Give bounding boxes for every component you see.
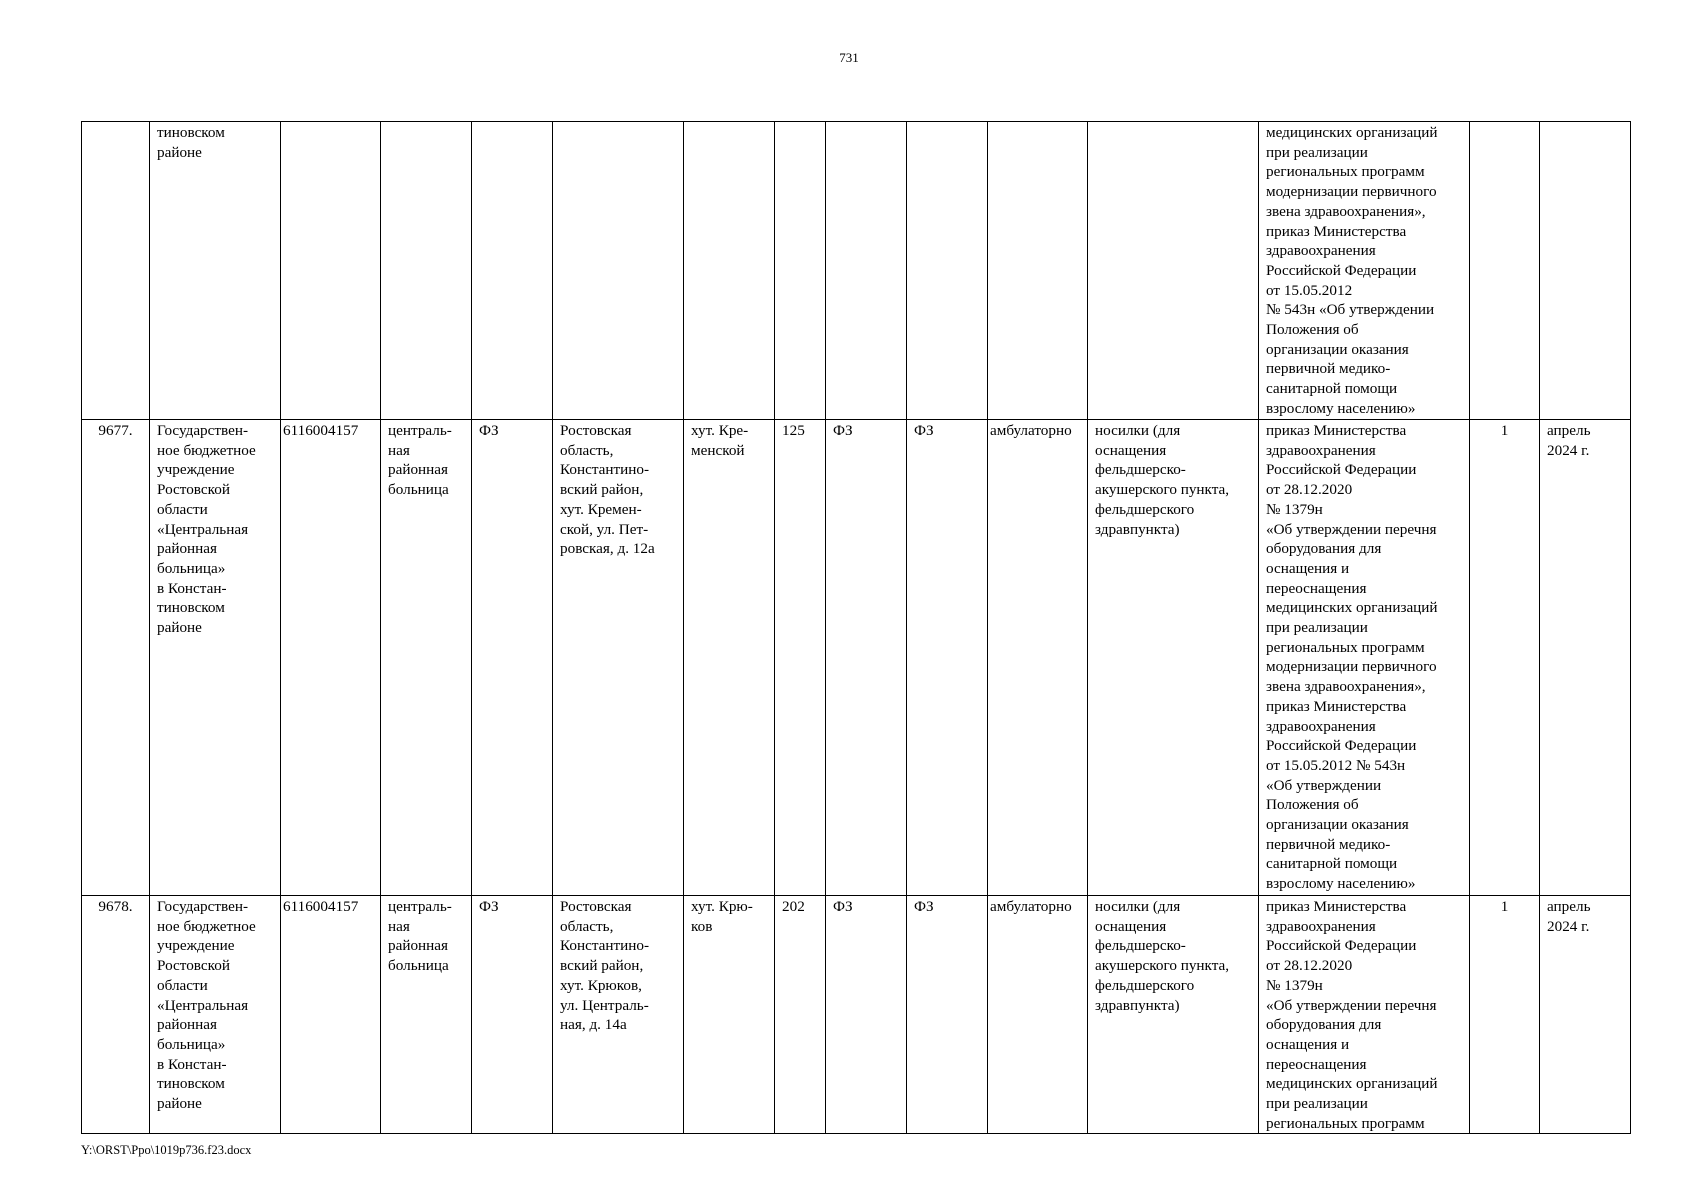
cell-fz-2 [826, 122, 907, 420]
cell-locality: хут. Крю- ков [684, 896, 775, 1134]
registry-table [81, 121, 1631, 1134]
cell-legal-basis: медицинских организаций при реализации региональных программ модернизации первичного звена здравоохранения», приказ Министерства здравоохранения Российской Федерации от 15.05.2012 № 543н «Об утверждении Положения об организации оказания первичной медико- санитарной помощи взрослому населению» [1259, 122, 1470, 420]
table-row [82, 896, 1631, 1134]
cell-legal-basis: приказ Министерства здравоохранения Российской Федерации от 28.12.2020 № 1379н «Об утверждении перечня оборудования для оснащения и переоснащения медицинских организаций при реализации региональных программ модернизации первичного звена здравоохранения», приказ Министерства здравоохранения Российской Федерации от 15.05.2012 № 543н «Об утверждении Положения об организации оказания первичной медико- санитарной помощи взрослому населению» [1259, 420, 1470, 896]
cell-number: 9677. [82, 420, 150, 896]
cell-fz-1 [472, 122, 553, 420]
registry-table-wrap [81, 121, 1631, 1134]
cell-care-form: амбулаторно [988, 420, 1088, 896]
cell-population: 125 [775, 420, 826, 896]
cell-fz-2: ФЗ [826, 420, 907, 896]
page-number: 731 [839, 50, 859, 65]
cell-fz-1: ФЗ [472, 420, 553, 896]
cell-fz-3: ФЗ [907, 896, 988, 1134]
cell-number: 9678. [82, 896, 150, 1134]
cell-inn: 6116004157 [281, 420, 381, 896]
cell-address: Ростовская область, Константино- вский район, хут. Кремен- ской, ул. Пет- ровская, д. 12а [553, 420, 684, 896]
cell-quantity: 1 [1470, 896, 1540, 1134]
cell-org-type: централь- ная районная больница [381, 896, 472, 1134]
cell-number [82, 122, 150, 420]
cell-organization: Государствен- ное бюджетное учреждение Ростовской области «Центральная районная больница» в Констан- тиновском районе [150, 420, 281, 896]
cell-org-type: централь- ная районная больница [381, 420, 472, 896]
cell-equipment [1088, 122, 1259, 420]
cell-care-form: амбулаторно [988, 896, 1088, 1134]
cell-fz-3: ФЗ [907, 420, 988, 896]
cell-care-form [988, 122, 1088, 420]
cell-inn [281, 122, 381, 420]
cell-fz-1: ФЗ [472, 896, 553, 1134]
cell-term: апрель 2024 г. [1540, 420, 1631, 896]
cell-inn: 6116004157 [281, 896, 381, 1134]
file-path-footer: Y:\ORST\Ppo\1019p736.f23.docx [81, 1143, 252, 1157]
cell-org-type [381, 122, 472, 420]
cell-population [775, 122, 826, 420]
cell-equipment: носилки (для оснащения фельдшерско- акушерского пункта, фельдшерского здравпункта) [1088, 896, 1259, 1134]
cell-equipment: носилки (для оснащения фельдшерско- акушерского пункта, фельдшерского здравпункта) [1088, 420, 1259, 896]
cell-quantity [1470, 122, 1540, 420]
table-row [82, 420, 1631, 896]
cell-locality [684, 122, 775, 420]
cell-fz-2: ФЗ [826, 896, 907, 1134]
cell-locality: хут. Кре- менской [684, 420, 775, 896]
cell-address [553, 122, 684, 420]
cell-quantity: 1 [1470, 420, 1540, 896]
cell-legal-basis: приказ Министерства здравоохранения Российской Федерации от 28.12.2020 № 1379н «Об утверждении перечня оборудования для оснащения и переоснащения медицинских организаций при реализации региональных программ [1259, 896, 1470, 1134]
table-row [82, 122, 1631, 420]
cell-organization: тиновском районе [150, 122, 281, 420]
cell-fz-3 [907, 122, 988, 420]
cell-term [1540, 122, 1631, 420]
cell-term: апрель 2024 г. [1540, 896, 1631, 1134]
cell-address: Ростовская область, Константино- вский район, хут. Крюков, ул. Централь- ная, д. 14а [553, 896, 684, 1134]
cell-population: 202 [775, 896, 826, 1134]
cell-organization: Государствен- ное бюджетное учреждение Ростовской области «Центральная районная больница» в Констан- тиновском районе [150, 896, 281, 1134]
